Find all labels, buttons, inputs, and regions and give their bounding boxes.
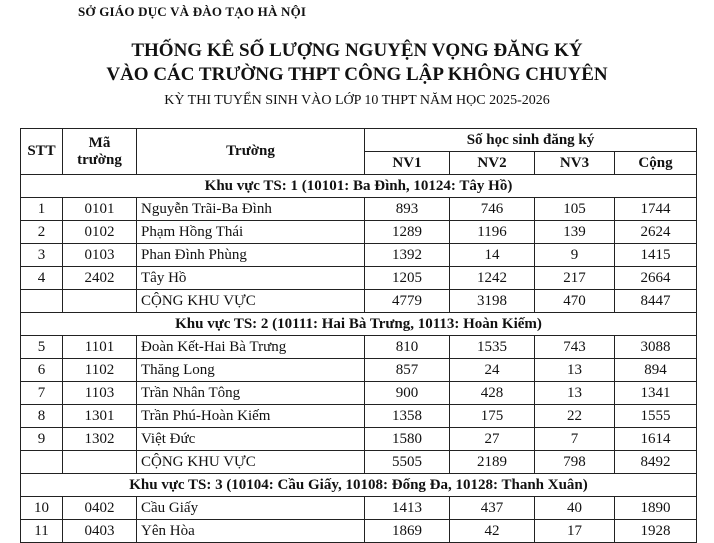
table-row: [21, 382, 697, 405]
cell-total-nv2: 2189: [450, 451, 535, 474]
cell-nv1: 893: [365, 198, 450, 221]
cell-ma: 0403: [63, 520, 137, 543]
cell-nv2: 428: [450, 382, 535, 405]
cell-total-nv3: 798: [535, 451, 615, 474]
cell-truong: Cầu Giấy: [137, 497, 365, 520]
cell-nv3: 105: [535, 198, 615, 221]
cell-stt: 7: [21, 382, 63, 405]
cell-nv1: 1289: [365, 221, 450, 244]
cell-cong: 1928: [615, 520, 697, 543]
header-nv2: NV2: [450, 152, 535, 175]
region-label: Khu vực TS: 3 (10104: Cầu Giấy, 10108: Đống Đa, 10128: Thanh Xuân): [21, 474, 697, 497]
cell-nv1: 857: [365, 359, 450, 382]
header-ma-truong: Mã trường: [63, 129, 137, 175]
cell-nv3: 13: [535, 359, 615, 382]
table-row: [21, 244, 697, 267]
table-row: [21, 428, 697, 451]
cell-stt: 2: [21, 221, 63, 244]
cell-ma: 1101: [63, 336, 137, 359]
cell-cong: 1614: [615, 428, 697, 451]
cell-nv3: 13: [535, 382, 615, 405]
region-label: Khu vực TS: 2 (10111: Hai Bà Trưng, 10113: Hoàn Kiếm): [21, 313, 697, 336]
cell-ma: 0101: [63, 198, 137, 221]
cell-cong: 1415: [615, 244, 697, 267]
region-header-row: [21, 313, 697, 336]
cell-nv2: 175: [450, 405, 535, 428]
header-so-hoc-sinh: Số học sinh đăng ký: [365, 129, 697, 152]
cell-stt: 10: [21, 497, 63, 520]
cell-nv2: 24: [450, 359, 535, 382]
cell-nv3: 17: [535, 520, 615, 543]
header-cong: Cộng: [615, 152, 697, 175]
table-row: [21, 497, 697, 520]
cell-nv2: 1242: [450, 267, 535, 290]
header-nv3: NV3: [535, 152, 615, 175]
cell-truong: Nguyễn Trãi-Ba Đình: [137, 198, 365, 221]
document-subtitle: KỲ THI TUYỂN SINH VÀO LỚP 10 THPT NĂM HỌC 2025-2026: [164, 93, 550, 108]
region-header-row: [21, 474, 697, 497]
cell-nv3: 40: [535, 497, 615, 520]
cell-empty: [21, 290, 63, 313]
cell-nv3: 217: [535, 267, 615, 290]
cell-stt: 6: [21, 359, 63, 382]
cell-cong: 2664: [615, 267, 697, 290]
cell-nv2: 42: [450, 520, 535, 543]
cell-cong: 1744: [615, 198, 697, 221]
cell-nv3: 22: [535, 405, 615, 428]
cell-ma: 1302: [63, 428, 137, 451]
cell-nv2: 746: [450, 198, 535, 221]
cell-nv1: 1205: [365, 267, 450, 290]
header-nv1: NV1: [365, 152, 450, 175]
table-row: [21, 520, 697, 543]
cell-stt: 4: [21, 267, 63, 290]
cell-truong: Trần Phú-Hoàn Kiếm: [137, 405, 365, 428]
table-row: [21, 198, 697, 221]
cell-empty: [63, 451, 137, 474]
cell-nv1: 1413: [365, 497, 450, 520]
cell-nv3: 139: [535, 221, 615, 244]
cell-nv1: 1358: [365, 405, 450, 428]
cell-total-cong: 8492: [615, 451, 697, 474]
cell-truong: Tây Hồ: [137, 267, 365, 290]
table-row: [21, 336, 697, 359]
cell-nv1: 900: [365, 382, 450, 405]
cell-nv1: 1869: [365, 520, 450, 543]
document-title-line2: VÀO CÁC TRƯỜNG THPT CÔNG LẬP KHÔNG CHUYÊN: [106, 64, 608, 85]
cell-stt: 11: [21, 520, 63, 543]
region-total-row: [21, 451, 697, 474]
cell-nv1: 1580: [365, 428, 450, 451]
cell-empty: [63, 290, 137, 313]
cell-truong: Phạm Hồng Thái: [137, 221, 365, 244]
cell-total-label: CỘNG KHU VỰC: [137, 451, 365, 474]
cell-nv2: 437: [450, 497, 535, 520]
cell-nv2: 14: [450, 244, 535, 267]
cell-nv2: 1535: [450, 336, 535, 359]
cell-truong: Phan Đình Phùng: [137, 244, 365, 267]
cell-stt: 8: [21, 405, 63, 428]
table-row: [21, 405, 697, 428]
cell-ma: 0402: [63, 497, 137, 520]
cell-truong: Việt Đức: [137, 428, 365, 451]
cell-cong: 1890: [615, 497, 697, 520]
table-row: [21, 221, 697, 244]
cell-truong: Yên Hòa: [137, 520, 365, 543]
registration-table: [20, 128, 697, 543]
cell-nv3: 7: [535, 428, 615, 451]
cell-truong: Trần Nhân Tông: [137, 382, 365, 405]
cell-total-nv3: 470: [535, 290, 615, 313]
cell-ma: 1103: [63, 382, 137, 405]
cell-stt: 9: [21, 428, 63, 451]
cell-ma: 1102: [63, 359, 137, 382]
cell-cong: 1555: [615, 405, 697, 428]
cell-cong: 1341: [615, 382, 697, 405]
cell-nv1: 810: [365, 336, 450, 359]
cell-total-nv1: 4779: [365, 290, 450, 313]
cell-ma: 0103: [63, 244, 137, 267]
cell-nv2: 1196: [450, 221, 535, 244]
header-stt: STT: [21, 129, 63, 175]
region-total-row: [21, 290, 697, 313]
cell-total-cong: 8447: [615, 290, 697, 313]
header-truong: Trường: [137, 129, 365, 175]
cell-total-label: CỘNG KHU VỰC: [137, 290, 365, 313]
cell-truong: Thăng Long: [137, 359, 365, 382]
cell-stt: 1: [21, 198, 63, 221]
cell-ma: 2402: [63, 267, 137, 290]
cell-cong: 2624: [615, 221, 697, 244]
cell-ma: 1301: [63, 405, 137, 428]
region-header-row: [21, 175, 697, 198]
cell-nv1: 1392: [365, 244, 450, 267]
cell-total-nv2: 3198: [450, 290, 535, 313]
cell-stt: 5: [21, 336, 63, 359]
cell-nv2: 27: [450, 428, 535, 451]
cell-nv3: 9: [535, 244, 615, 267]
document-title-line1: THỐNG KÊ SỐ LƯỢNG NGUYỆN VỌNG ĐĂNG KÝ: [131, 40, 583, 61]
cell-cong: 3088: [615, 336, 697, 359]
table-row: [21, 267, 697, 290]
cell-stt: 3: [21, 244, 63, 267]
department-name: SỞ GIÁO DỤC VÀ ĐÀO TẠO HÀ NỘI: [78, 4, 307, 19]
cell-empty: [21, 451, 63, 474]
cell-ma: 0102: [63, 221, 137, 244]
region-label: Khu vực TS: 1 (10101: Ba Đình, 10124: Tây Hồ): [21, 175, 697, 198]
cell-cong: 894: [615, 359, 697, 382]
cell-truong: Đoàn Kết-Hai Bà Trưng: [137, 336, 365, 359]
cell-nv3: 743: [535, 336, 615, 359]
table-row: [21, 359, 697, 382]
cell-total-nv1: 5505: [365, 451, 450, 474]
